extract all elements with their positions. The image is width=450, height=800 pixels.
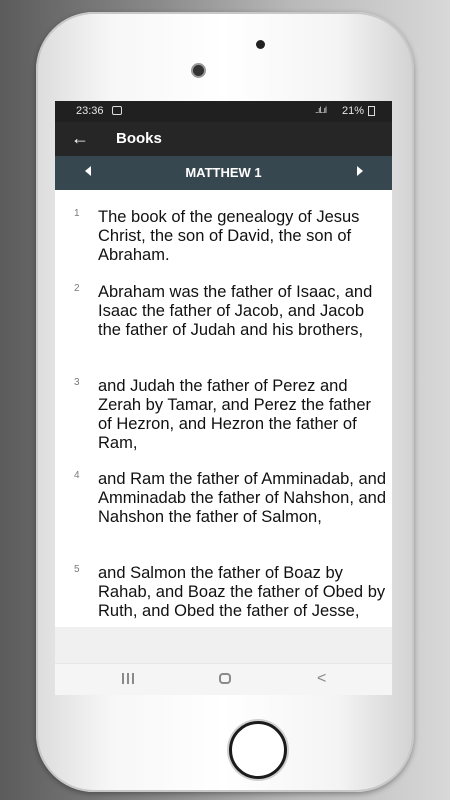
verse-number: 5: [74, 564, 80, 575]
back-chevron-icon[interactable]: <: [317, 670, 327, 687]
app-bar: [55, 122, 392, 156]
battery-percent: 21%: [342, 105, 365, 117]
battery-icon: [368, 106, 375, 116]
verse-number: 3: [74, 377, 80, 388]
status-bar: [55, 101, 392, 122]
camera-icon: [193, 65, 204, 76]
home-icon[interactable]: [219, 673, 231, 684]
verse-text: and Salmon the father of Boaz by Rahab, and Boaz the father of Obed by Ruth, and Obed the father of Jesse,: [98, 564, 386, 620]
device-screen: [55, 101, 392, 695]
chapter-title: MATTHEW 1: [185, 165, 262, 180]
hardware-home-button[interactable]: [229, 721, 287, 779]
system-navigation-bar: [55, 663, 392, 695]
verse-text: Abraham was the father of Isaac, and Isaac the father of Jacob, and Jacob the father of Judah and his brothers,: [98, 283, 373, 339]
status-time: 23:36: [76, 105, 104, 117]
chapter-navigation-bar: [55, 156, 392, 190]
speaker-icon: [256, 40, 265, 49]
app-bar-title: Books: [116, 130, 162, 147]
signal-icon: ..ıl..ıl: [315, 105, 327, 115]
recents-icon[interactable]: [122, 673, 134, 684]
bottom-spacer: [55, 627, 392, 663]
verse-text: The book of the genealogy of Jesus Christ, the son of David, the son of Abraham.: [98, 208, 360, 264]
verse-number: 4: [74, 470, 80, 481]
verse-number: 1: [74, 208, 80, 219]
arrow-left-icon[interactable]: ←: [71, 128, 89, 148]
verse-number: 2: [74, 283, 80, 294]
caret-right-icon[interactable]: [357, 166, 363, 176]
verse-text: and Ram the father of Amminadab, and Amminadab the father of Nahshon, and Nahshon the father of Salmon,: [98, 470, 387, 526]
verse-text: and Judah the father of Perez and Zerah by Tamar, and Perez the father of Hezron, and Hezron the father of Ram,: [98, 377, 372, 452]
verse-list[interactable]: [55, 190, 392, 627]
message-notification-icon: [112, 106, 122, 115]
